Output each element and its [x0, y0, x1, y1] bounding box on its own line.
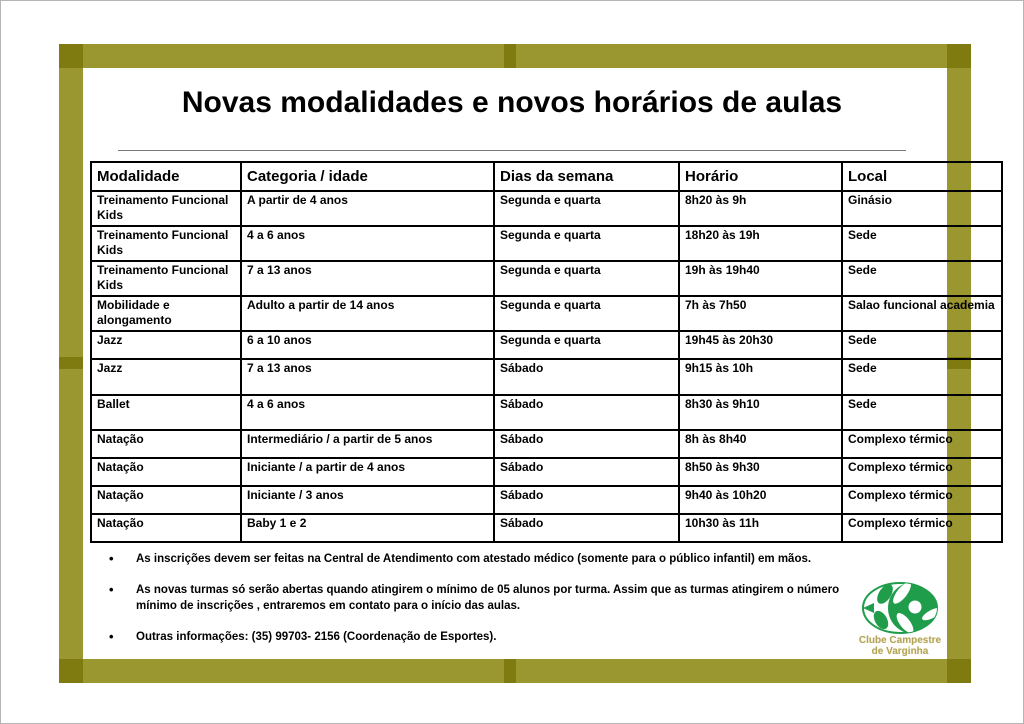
- table-cell: 7h às 7h50: [679, 296, 842, 331]
- frame-mid-bottom: [504, 659, 516, 683]
- note-text: As inscrições devem ser feitas na Central de Atendimento com atestado médico (somente para o público infantil) em mãos.: [136, 553, 812, 565]
- table-cell: 9h40 às 10h20: [679, 486, 842, 514]
- table-cell: Complexo térmico: [842, 430, 1002, 458]
- table-cell: 8h às 8h40: [679, 430, 842, 458]
- table-cell: 8h50 às 9h30: [679, 458, 842, 486]
- table-row: [91, 226, 1002, 261]
- table-row: [91, 514, 1002, 542]
- table-cell: 8h20 às 9h: [679, 191, 842, 226]
- table-cell: 4 a 6 anos: [241, 395, 494, 430]
- notes-list: [100, 551, 882, 660]
- table-cell: Adulto a partir de 14 anos: [241, 296, 494, 331]
- table-row: [91, 359, 1002, 395]
- table-cell: Iniciante / 3 anos: [241, 486, 494, 514]
- note-item: [100, 551, 882, 567]
- column-header: Modalidade: [91, 162, 241, 191]
- table-cell: Jazz: [91, 359, 241, 395]
- table-cell: Treinamento Funcional Kids: [91, 191, 241, 226]
- table-cell: 4 a 6 anos: [241, 226, 494, 261]
- table-cell: Sede: [842, 331, 1002, 359]
- frame-corner-top-left: [59, 44, 83, 68]
- table-cell: Ginásio: [842, 191, 1002, 226]
- bullet-icon: •: [109, 551, 114, 566]
- note-item: [100, 629, 882, 645]
- table-cell: Treinamento Funcional Kids: [91, 261, 241, 296]
- table-cell: Complexo térmico: [842, 514, 1002, 542]
- table-cell: Jazz: [91, 331, 241, 359]
- table-cell: Segunda e quarta: [494, 226, 679, 261]
- table-cell: 18h20 às 19h: [679, 226, 842, 261]
- club-logo-icon: [858, 581, 942, 635]
- table-cell: Treinamento Funcional Kids: [91, 226, 241, 261]
- table-cell: 19h45 às 20h30: [679, 331, 842, 359]
- logo-caption-line2: de Varginha: [871, 646, 929, 657]
- table-cell: Salao funcional academia: [842, 296, 1002, 331]
- table-row: [91, 296, 1002, 331]
- frame-corner-top-right: [947, 44, 971, 68]
- table-row: [91, 486, 1002, 514]
- table-cell: Sábado: [494, 514, 679, 542]
- bullet-icon: •: [109, 629, 114, 644]
- club-logo: [856, 581, 944, 657]
- frame-corner-bottom-left: [59, 659, 83, 683]
- table-cell: Mobilidade e alongamento: [91, 296, 241, 331]
- table-cell: Natação: [91, 514, 241, 542]
- table-cell: Sede: [842, 226, 1002, 261]
- table-cell: 19h às 19h40: [679, 261, 842, 296]
- table-cell: 7 a 13 anos: [241, 261, 494, 296]
- table-row: [91, 458, 1002, 486]
- schedule-table: [90, 161, 1003, 543]
- table-row: [91, 430, 1002, 458]
- table-cell: Natação: [91, 430, 241, 458]
- table-cell: Baby 1 e 2: [241, 514, 494, 542]
- page-title: Novas modalidades e novos horários de aulas: [181, 86, 843, 119]
- table-cell: 6 a 10 anos: [241, 331, 494, 359]
- table-cell: Sede: [842, 261, 1002, 296]
- frame-mid-top: [504, 44, 516, 68]
- note-text: As novas turmas só serão abertas quando atingirem o mínimo de 05 alunos por turma. Assim que as turmas atingirem o número mínimo de inscrições , entraremos em contato para o início das aulas.: [136, 584, 840, 612]
- table-cell: Sábado: [494, 486, 679, 514]
- table-cell: A partir de 4 anos: [241, 191, 494, 226]
- table-cell: Complexo térmico: [842, 458, 1002, 486]
- column-header: Dias da semana: [494, 162, 679, 191]
- frame-mid-left: [59, 357, 83, 369]
- table-cell: 10h30 às 11h: [679, 514, 842, 542]
- table-cell: Sábado: [494, 458, 679, 486]
- table-cell: Sábado: [494, 430, 679, 458]
- schedule-table-body: [91, 191, 1002, 542]
- table-cell: Sede: [842, 395, 1002, 430]
- table-row: [91, 191, 1002, 226]
- table-cell: Segunda e quarta: [494, 331, 679, 359]
- bullet-icon: •: [109, 582, 114, 597]
- table-cell: Sábado: [494, 395, 679, 430]
- table-row: [91, 395, 1002, 430]
- table-cell: 9h15 às 10h: [679, 359, 842, 395]
- table-cell: Segunda e quarta: [494, 261, 679, 296]
- table-row: [91, 261, 1002, 296]
- header-row: [91, 162, 1002, 191]
- table-cell: Segunda e quarta: [494, 191, 679, 226]
- table-cell: Sábado: [494, 359, 679, 395]
- table-cell: Sede: [842, 359, 1002, 395]
- column-header: Horário: [679, 162, 842, 191]
- frame-corner-bottom-right: [947, 659, 971, 683]
- logo-caption-line1: Clube Campestre: [858, 635, 942, 646]
- table-cell: Complexo térmico: [842, 486, 1002, 514]
- table-row: [91, 331, 1002, 359]
- table-cell: Segunda e quarta: [494, 296, 679, 331]
- table-cell: Natação: [91, 486, 241, 514]
- table-cell: 7 a 13 anos: [241, 359, 494, 395]
- schedule-table-head: [91, 162, 1002, 191]
- table-cell: 8h30 às 9h10: [679, 395, 842, 430]
- table-cell: Ballet: [91, 395, 241, 430]
- table-cell: Intermediário / a partir de 5 anos: [241, 430, 494, 458]
- table-cell: Iniciante / a partir de 4 anos: [241, 458, 494, 486]
- column-header: Local: [842, 162, 1002, 191]
- note-item: [100, 582, 882, 614]
- table-cell: Natação: [91, 458, 241, 486]
- note-text: Outras informações: (35) 99703- 2156 (Coordenação de Esportes).: [136, 631, 497, 643]
- title-divider: [118, 150, 906, 151]
- column-header: Categoria / idade: [241, 162, 494, 191]
